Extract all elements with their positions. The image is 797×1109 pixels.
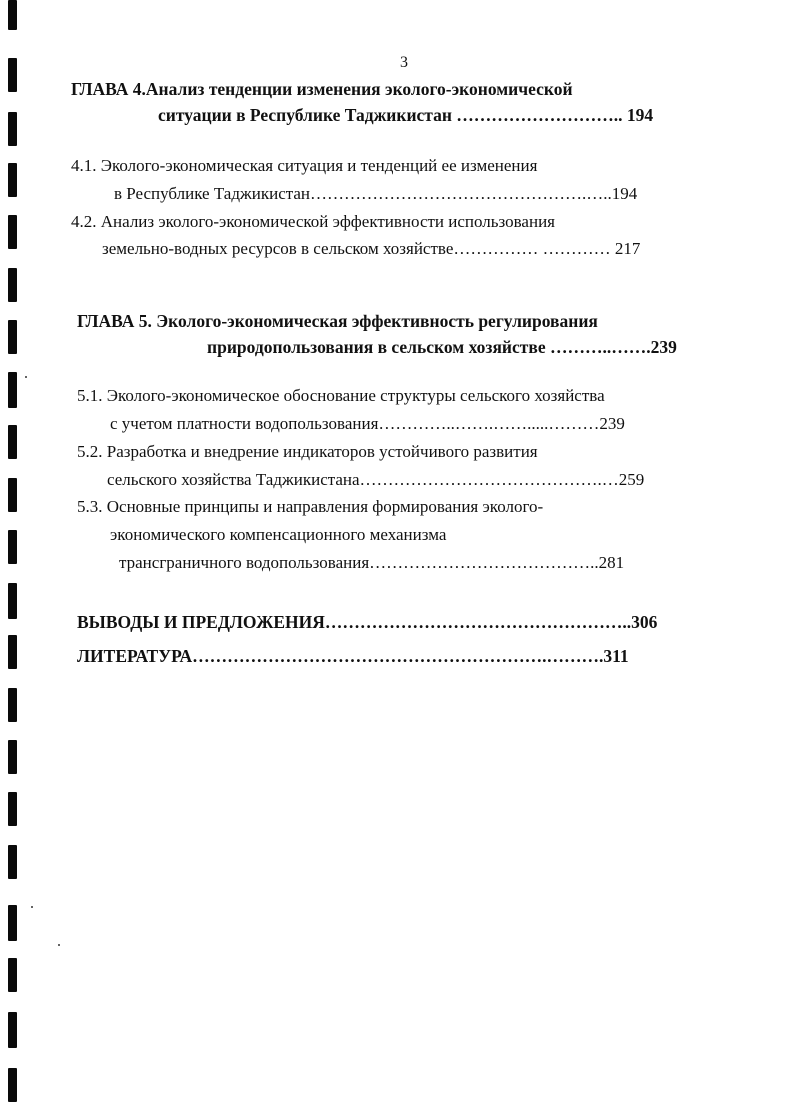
binder-mark bbox=[8, 478, 17, 512]
binder-mark bbox=[8, 688, 17, 722]
scan-speck bbox=[25, 376, 27, 378]
section-5-1-line-1: 5.1. Эколого-экономическое обоснование структуры сельского хозяйства bbox=[77, 386, 605, 405]
binder-mark bbox=[8, 58, 17, 92]
binder-mark bbox=[8, 845, 17, 879]
section-4-1-line-2: в Республике Таджикистан………………………………………….…..194 bbox=[114, 184, 638, 203]
binder-mark bbox=[8, 905, 17, 941]
binder-mark bbox=[8, 163, 17, 197]
conclusions-entry: ВЫВОДЫ И ПРЕДЛОЖЕНИЯ……………………………………………..306 bbox=[77, 612, 658, 632]
literature-entry: ЛИТЕРАТУРА…………………………………………………….……….311 bbox=[77, 646, 629, 666]
section-4-1-line-1: 4.1. Эколого-экономическая ситуация и тенденций ее изменения bbox=[71, 156, 538, 175]
scan-speck bbox=[58, 944, 60, 946]
section-5-1-line-2: с учетом платности водопользования…………..…….…….....………239 bbox=[110, 414, 625, 433]
chapter-5-title-line-2: природопользования в сельском хозяйстве ………..…….239 bbox=[207, 337, 677, 357]
binder-mark bbox=[8, 792, 17, 826]
chapter-4-title-line-2: ситуации в Республике Таджикистан ……………………….. 194 bbox=[158, 105, 654, 125]
section-4-2-line-1: 4.2. Анализ эколого-экономической эффективности использования bbox=[71, 212, 555, 231]
binder-mark bbox=[8, 112, 17, 146]
binder-mark bbox=[8, 268, 17, 302]
section-5-2-line-1: 5.2. Разработка и внедрение индикаторов устойчивого развития bbox=[77, 442, 538, 461]
section-5-3-line-2: экономического компенсационного механизма bbox=[110, 525, 447, 544]
binder-mark bbox=[8, 215, 17, 249]
binder-mark bbox=[8, 530, 17, 564]
binder-mark bbox=[8, 372, 17, 408]
chapter-4-title-line-1: ГЛАВА 4.Анализ тенденции изменения эколого-экономической bbox=[71, 79, 573, 99]
binder-mark bbox=[8, 1012, 17, 1048]
section-5-3-line-3: трансграничного водопользования…………………………………..281 bbox=[119, 553, 625, 572]
chapter-5-title-line-1: ГЛАВА 5. Эколого-экономическая эффективность регулирования bbox=[77, 311, 598, 331]
binder-mark bbox=[8, 320, 17, 354]
section-5-2-line-2: сельского хозяйства Таджикистана…………………………………….…259 bbox=[107, 470, 645, 489]
scan-speck bbox=[31, 906, 33, 908]
section-4-2-line-2: земельно-водных ресурсов в сельском хозяйстве…………… ………… 217 bbox=[102, 239, 641, 258]
binder-mark bbox=[8, 425, 17, 459]
binder-mark bbox=[8, 740, 17, 774]
binder-mark bbox=[8, 583, 17, 619]
section-5-3-line-1: 5.3. Основные принципы и направления формирования эколого- bbox=[77, 497, 544, 516]
binder-mark bbox=[8, 635, 17, 669]
binder-mark bbox=[8, 1068, 17, 1102]
page-number: 3 bbox=[400, 54, 408, 71]
binder-mark bbox=[8, 958, 17, 992]
binder-mark bbox=[8, 0, 17, 30]
